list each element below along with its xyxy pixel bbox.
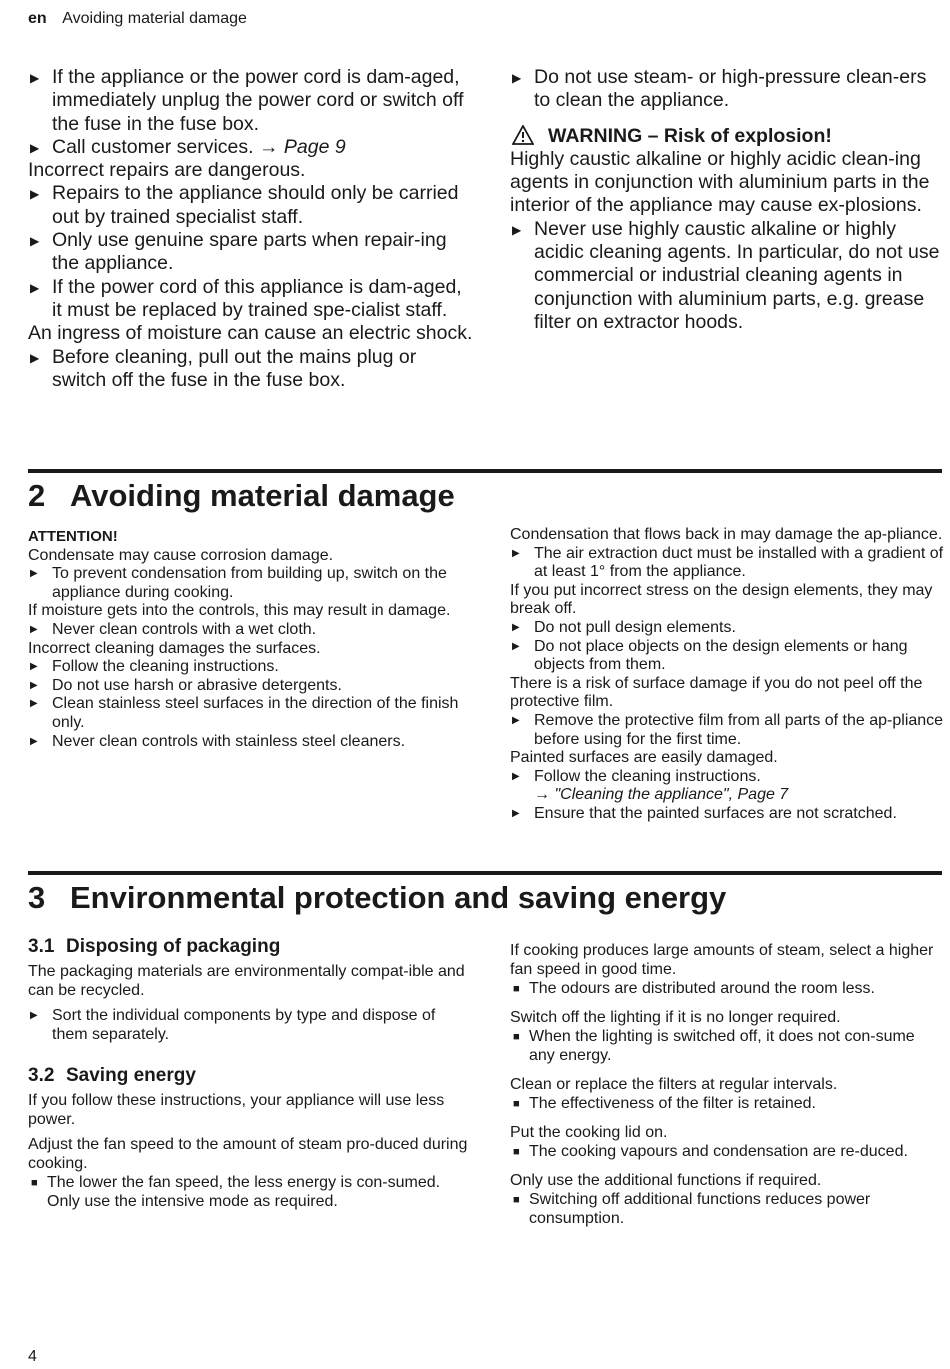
list-item-text: Do not place objects on the design elements or hang objects from them. [534,637,908,674]
attention-label: ATTENTION! [28,528,118,545]
list-item [28,136,473,159]
subsection-title: 3.2 Saving energy [28,1065,196,1086]
list-item-text: Only use genuine spare parts when repair-ing the appliance. [52,229,447,275]
paragraph: Switch off the lighting if it is no longer required. [510,1009,841,1026]
top-right-column [510,66,944,334]
bullet-square-icon: ■ [513,1031,520,1043]
list-item-text: Before cleaning, pull out the mains plug or switch off the fuse in the fuse box. [52,345,417,391]
list-item [28,66,473,136]
list-item: ▶ Do not use steam- or high-pressure clean-ers to clean the appliance. [512,66,927,112]
section-title: 3 Environmental protection and saving energy [28,880,727,915]
paragraph: If cooking produces large amounts of steam, select a higher fan speed in good time. [510,942,934,978]
bullet-square-icon: ■ [513,1146,520,1158]
list-item-text: Repairs to the appliance should only be carried out by trained specialist staff. [52,182,459,228]
bullet-triangle-icon: ▶ [512,621,520,633]
list-item-text: Follow the cleaning instructions. [534,767,761,785]
cross-reference [510,786,944,805]
warning-triangle-icon [512,125,534,151]
section3-left-column [28,937,468,1211]
list-item [28,346,473,393]
page-header [28,10,247,28]
bullet-triangle-icon: ▶ [30,661,38,673]
paragraph: If you put incorrect stress on the design elements, they may break off. [510,581,933,618]
list-item: ▶ Sort the individual components by type and dispose of them separately. [30,1007,436,1043]
paragraph: Incorrect repairs are dangerous. [28,159,306,182]
bullet-square-icon: ■ [513,1098,520,1110]
list-item [510,979,940,998]
list-item-text: Follow the cleaning instructions. [52,658,279,676]
list-item [510,768,944,787]
list-item [28,182,473,229]
bullet-triangle-icon: ▶ [512,640,520,652]
list-item [510,805,944,824]
list-item-text: Ensure that the painted surfaces are not scratched. [534,804,897,822]
bullet-triangle-icon: ▶ [512,714,520,726]
list-item: ■ The lower the fan speed, the less energy is con-sumed. [31,1174,441,1191]
paragraph: If moisture gets into the controls, this may result in damage. [28,602,451,620]
bullet-triangle-icon: ▶ [30,71,40,85]
paragraph: The packaging materials are environmentally compat-ible and can be recycled. [28,963,465,999]
list-item [510,1094,940,1113]
page-number: 4 [28,1348,37,1365]
list-item [510,545,944,582]
section-title: 2 Avoiding material damage [28,478,455,513]
list-item-text: Switching off additional functions reduces power consumption. [529,1191,871,1227]
list-item-text: Never clean controls with a wet cloth. [52,620,317,638]
list-item-text: Clean stainless steel surfaces in the direction of the finish only. [52,695,459,731]
list-item [28,733,473,752]
bullet-triangle-icon: ▶ [30,350,40,365]
bullet-square-icon: ■ [513,1194,520,1206]
warning-heading: WARNING – Risk of explosion! [510,125,944,148]
paragraph: If you follow these instructions, your appliance will use less power. [28,1092,445,1128]
bullet-triangle-icon: ▶ [512,770,520,782]
list-item-text: The air extraction duct must be installed with a gradient of at least 1° from the appliance. [534,544,944,581]
list-item-text: Remove the protective film from all parts of the ap-pliance before using for the first time. [534,711,944,748]
list-item-text: Do not use harsh or abrasive detergents. [52,676,342,694]
paragraph: Incorrect cleaning damages the surfaces. [28,639,321,657]
bullet-triangle-icon: ▶ [30,1010,38,1021]
bullet-triangle-icon: ▶ [512,807,520,819]
list-item-text: When the lighting is switched off, it does not con-sume any energy. [529,1028,915,1064]
arrow-right-icon: → [258,135,284,158]
bullet-square-icon: ■ [31,1177,38,1189]
section2-right-column [510,526,944,824]
language-code: en [28,10,47,27]
list-item [28,658,473,677]
bullet-triangle-icon: ▶ [30,234,40,249]
section-rule [28,871,942,875]
list-item [510,1027,940,1065]
list-item [28,695,473,732]
section2-left-list [28,547,473,752]
page-reference: Page 9 [283,135,346,158]
bullet-triangle-icon: ▶ [30,568,38,580]
list-item [510,1190,940,1228]
bullet-triangle-icon: ▶ [512,222,522,237]
paragraph: Clean or replace the filters at regular intervals. [510,1076,838,1093]
paragraph: Only use the intensive mode as required. [47,1193,338,1210]
paragraph: There is a risk of surface damage if you do not peel off the protective film. [510,674,923,711]
header-title: Avoiding material damage [62,10,247,27]
list-item-text: The cooking vapours and condensation are re-duced. [529,1143,908,1160]
list-item-text: If the appliance or the power cord is dam-aged, immediately unplug the power cord or switch off the fuse in the fuse box. [52,66,464,135]
arrow-right-icon: → [534,786,555,804]
paragraph: Only use the additional functions if required. [510,1172,822,1189]
subsection-title: 3.1 Disposing of packaging [28,936,281,957]
section3-right-column [510,941,940,1228]
list-item [510,638,944,675]
bullet-triangle-icon: ▶ [30,280,40,295]
list-item [28,229,473,276]
paragraph: Condensate may cause corrosion damage. [28,546,334,564]
paragraph: Condensation that flows back in may damage the ap-pliance. [510,526,943,543]
bullet-triangle-icon: ▶ [512,71,522,85]
paragraph: Painted surfaces are easily damaged. [510,749,778,767]
paragraph: Adjust the fan speed to the amount of steam pro-duced during cooking. [28,1136,468,1172]
bullet-triangle-icon: ▶ [512,547,520,559]
warning-text: Highly caustic alkaline or highly acidic clean-ing agents in conjunction with aluminium parts in the interior of the appliance may cause ex-plosions. [510,147,930,217]
list-item [28,621,473,640]
bullet-triangle-icon: ▶ [30,735,38,747]
list-item [28,565,473,602]
bullet-triangle-icon: ▶ [30,187,40,202]
list-item [28,276,473,323]
page-reference: "Cleaning the appliance", Page 7 [554,786,789,804]
paragraph: Put the cooking lid on. [510,1124,668,1141]
section2-left-column [28,528,473,751]
paragraph: An ingress of moisture can cause an electric shock. [28,322,473,345]
bullet-triangle-icon: ▶ [30,679,38,691]
list-item-text: Call customer services. [52,135,259,158]
section-rule [28,469,942,473]
bullet-square-icon: ■ [513,983,520,995]
list-item: ▶ Never use highly caustic alkaline or highly acidic cleaning agents. In particular, do not use commercial or industrial cleaning agents in conjunction with aluminium parts, e.g. grease filter on extractor hoods. [512,217,940,333]
list-item-text: The effectiveness of the filter is retained. [529,1095,816,1112]
list-item-text: Do not pull design elements. [534,618,736,636]
bullet-triangle-icon: ▶ [30,698,38,710]
list-item [510,619,944,638]
list-item-text: To prevent condensation from building up, switch on the appliance during cooking. [52,565,447,601]
list-item [510,1142,940,1161]
list-item-text: If the power cord of this appliance is dam-aged, it must be replaced by trained spe-cialist staff. [52,275,462,321]
list-item-text: The odours are distributed around the room less. [529,980,875,997]
list-item-text: Never clean controls with stainless steel cleaners. [52,732,406,750]
list-item [28,677,473,696]
bullet-triangle-icon: ▶ [30,623,38,635]
list-item [510,712,944,749]
top-left-column [28,66,473,392]
bullet-triangle-icon: ▶ [30,140,40,155]
